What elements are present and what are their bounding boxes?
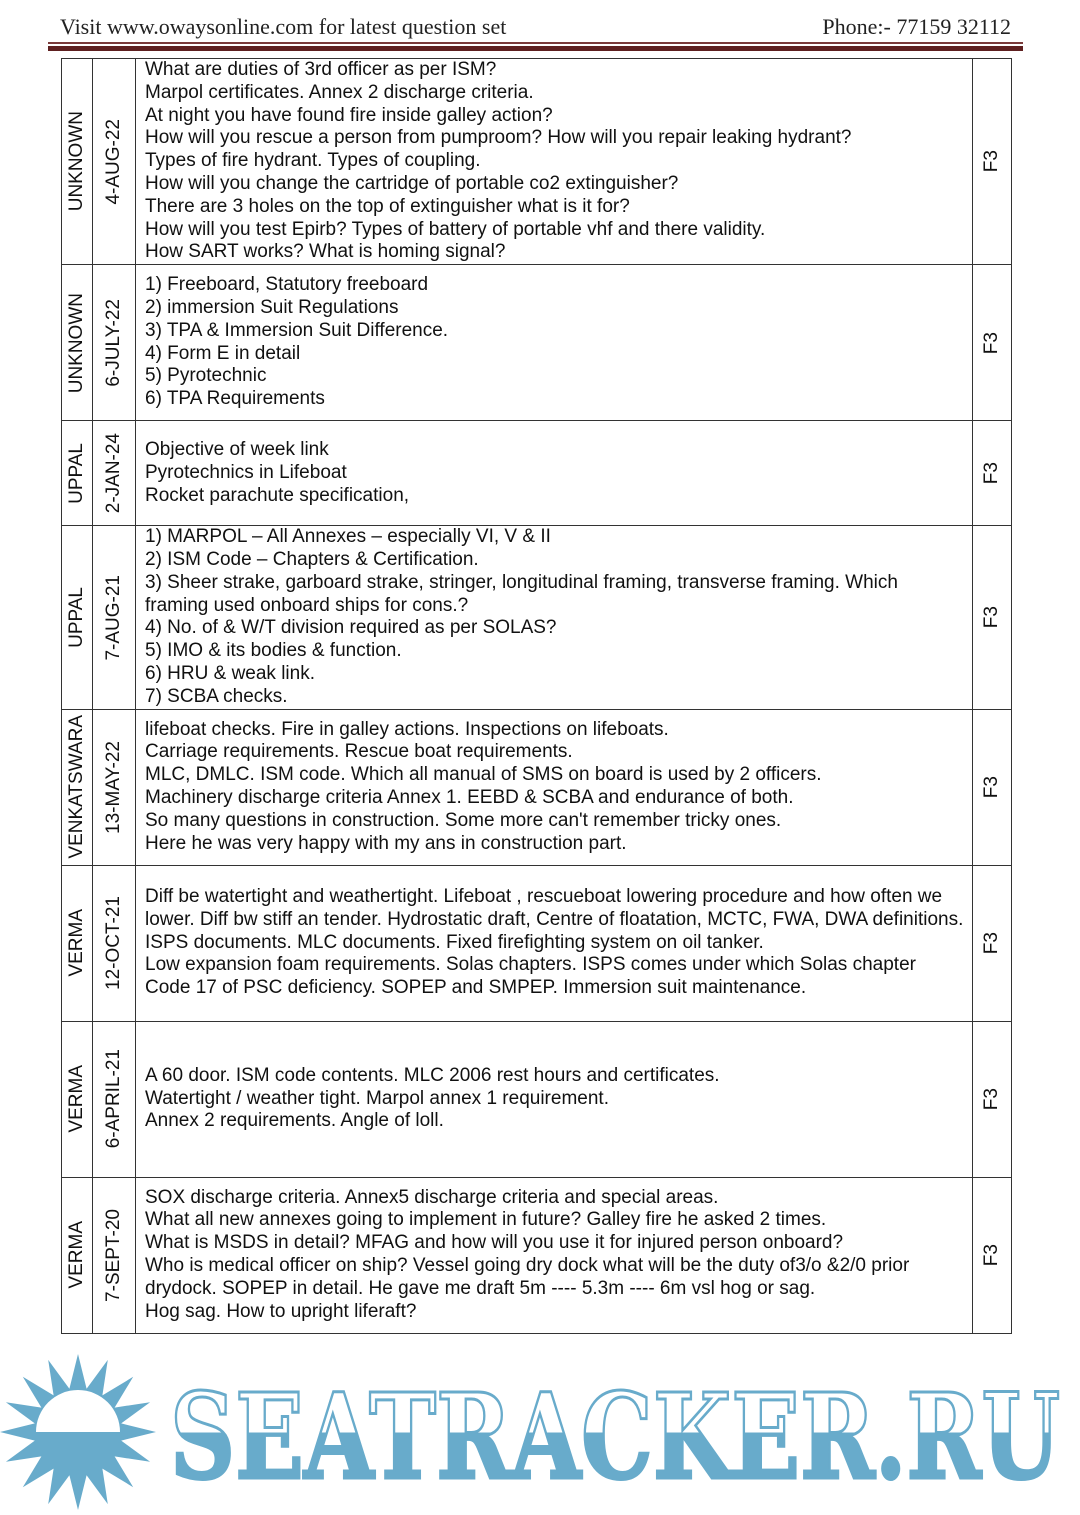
questions-cell	[136, 265, 973, 421]
question-line: 5) Pyrotechnic	[145, 365, 267, 387]
question-line: 1) Freeboard, Statutory freeboard	[145, 274, 429, 296]
exam-date-cell	[93, 59, 136, 265]
seatracker-logo	[0, 1352, 1080, 1512]
question-line: Annex 2 requirements. Angle of loll.	[145, 1110, 444, 1132]
question-line: So many questions in construction. Some more can't remember tricky ones.	[145, 809, 782, 831]
questions-cell	[136, 709, 973, 865]
function-code: F3	[981, 1243, 1002, 1267]
function-code-cell	[973, 865, 1012, 1021]
exam-date: 13-MAY-22	[103, 740, 124, 834]
examiner-name: UNKNOWN	[66, 111, 87, 212]
examiner-name: VERMA	[66, 1065, 87, 1133]
logo-text: SEATRACKER.RU	[170, 1367, 1060, 1506]
header-phone-text: Phone:- 77159 32112	[822, 14, 1011, 39]
table-row	[62, 865, 1012, 1021]
function-code-cell	[973, 709, 1012, 865]
question-line: Rocket parachute specification,	[145, 484, 410, 506]
function-code-cell	[973, 1021, 1012, 1177]
question-line: 4) No. of & W/T division required as per SOLAS?	[145, 617, 557, 639]
examiner-name-cell	[62, 526, 93, 709]
question-line: Watertight / weather tight. Marpol annex 1 requirement.	[145, 1087, 609, 1109]
questions-cell	[136, 421, 973, 526]
examiner-name: UPPAL	[66, 442, 87, 504]
table-row	[62, 421, 1012, 526]
examiner-name-cell	[62, 421, 93, 526]
questions-table-body	[62, 59, 1012, 1334]
question-line: lifeboat checks. Fire in galley actions. Inspections on lifeboats.	[145, 718, 669, 740]
table-row	[62, 526, 1012, 709]
header-divider-thin	[48, 42, 1023, 44]
table-row	[62, 709, 1012, 865]
exam-date-cell	[93, 265, 136, 421]
question-line: 1) MARPOL – All Annexes – especially VI, V & II	[145, 526, 551, 548]
exam-date: 7-AUG-21	[103, 574, 124, 661]
question-line: 6) HRU & weak link.	[145, 662, 315, 684]
question-line: 5) IMO & its bodies & function.	[145, 640, 402, 662]
question-line: Diff be watertight and weathertight. Lifeboat , rescueboat lowering procedure and how often we lower. Diff bw stiff an tender. Hydrostatic draft, Centre of floatation, MCTC, FWA, DWA definitions. ISPS documents. MLC documents. Fixed firefighting system on oil tanker.	[145, 886, 964, 953]
question-line: Here he was very happy with my ans in construction part.	[145, 832, 627, 854]
header-website-text: Visit www.owaysonline.com for latest question set	[60, 14, 507, 39]
question-line: A 60 door. ISM code contents. MLC 2006 rest hours and certificates.	[145, 1064, 720, 1086]
examiner-name: VERMA	[66, 909, 87, 977]
examiner-name-cell	[62, 709, 93, 865]
question-line: Code 17 of PSC deficiency. SOPEP and SMPEP. Immersion suit maintenance.	[145, 977, 807, 999]
table-row	[62, 1177, 1012, 1333]
function-code: F3	[981, 331, 1002, 354]
function-code: F3	[981, 606, 1002, 629]
questions-cell	[136, 865, 973, 1021]
examiner-name: UNKNOWN	[66, 292, 87, 393]
exam-date: 12-OCT-21	[103, 896, 124, 991]
question-line: Pyrotechnics in Lifeboat	[145, 461, 347, 483]
exam-date: 4-AUG-22	[103, 118, 124, 205]
question-line: Hog sag. How to upright liferaft?	[145, 1300, 417, 1322]
function-code: F3	[981, 775, 1002, 799]
questions-cell	[136, 1177, 973, 1333]
question-line: What are duties of 3rd officer as per ISM?	[145, 59, 497, 80]
examiner-name-cell	[62, 865, 93, 1021]
question-line: 4) Form E in detail	[145, 342, 301, 364]
questions-cell	[136, 59, 973, 265]
function-code: F3	[981, 1087, 1002, 1111]
question-line: Who is medical officer on ship? Vessel going dry dock what will be the duty of3/o &2/0 prior drydock. SOPEP in detail. He gave me draft 5m ---- 5.3m ---- 6m vsl hog or sag.	[145, 1255, 910, 1299]
examiner-name-cell	[62, 59, 93, 265]
examiner-name: UPPAL	[66, 586, 87, 648]
question-line: Machinery discharge criteria Annex 1. EEBD & SCBA and endurance of both.	[145, 787, 794, 809]
question-line: How will you rescue a person from pumproom? How will you repair leaking hydrant?	[145, 127, 852, 149]
function-code-cell	[973, 59, 1012, 265]
question-line: 3) Sheer strake, garboard strake, stringer, longitudinal framing, transverse framing. Which framing used onboard ships for cons.?	[145, 571, 898, 616]
exam-date-cell	[93, 526, 136, 709]
examiner-name: VERMA	[66, 1221, 87, 1289]
question-line: 6) TPA Requirements	[145, 388, 325, 410]
exam-date-cell	[93, 1177, 136, 1333]
question-line: 2) ISM Code – Chapters & Certification.	[145, 548, 479, 570]
question-line: At night you have found fire inside galley action?	[145, 104, 553, 126]
examiner-name-cell	[62, 1021, 93, 1177]
exam-date: 2-JAN-24	[103, 433, 124, 514]
header-divider-thick	[48, 46, 1023, 51]
question-line: How will you test Epirb? Types of battery of portable vhf and there validity.	[145, 218, 766, 240]
question-line: What is MSDS in detail? MFAG and how will you use it for injured person onboard?	[145, 1232, 844, 1254]
exam-date-cell	[93, 709, 136, 865]
questions-cell	[136, 1021, 973, 1177]
question-line: How SART works? What is homing signal?	[145, 241, 506, 263]
exam-date-cell	[93, 421, 136, 526]
function-code-cell	[973, 421, 1012, 526]
examiner-name-cell	[62, 1177, 93, 1333]
question-line: Types of fire hydrant. Types of coupling.	[145, 150, 481, 172]
exam-date-cell	[93, 865, 136, 1021]
examiner-name: VENKATSWARA	[66, 715, 87, 859]
question-line: There are 3 holes on the top of extinguisher what is it for?	[145, 195, 630, 217]
exam-date: 6-APRIL-21	[103, 1049, 124, 1149]
question-line: 2) immersion Suit Regulations	[145, 297, 399, 319]
table-row	[62, 1021, 1012, 1177]
question-line: MLC, DMLC. ISM code. Which all manual of SMS on board is used by 2 officers.	[145, 764, 822, 786]
function-code-cell	[973, 526, 1012, 709]
exam-date-cell	[93, 1021, 136, 1177]
examiner-name-cell	[62, 265, 93, 421]
question-line: Objective of week link	[145, 438, 329, 460]
questions-cell	[136, 526, 973, 709]
question-line: Carriage requirements. Rescue boat requirements.	[145, 741, 573, 763]
question-line: SOX discharge criteria. Annex5 discharge criteria and special areas.	[145, 1186, 719, 1208]
questions-table	[61, 58, 1012, 1334]
exam-date: 6-JULY-22	[103, 298, 124, 387]
table-row	[62, 59, 1012, 265]
function-code: F3	[981, 150, 1002, 173]
table-row	[62, 265, 1012, 421]
question-line: 3) TPA & Immersion Suit Difference.	[145, 319, 449, 341]
function-code-cell	[973, 265, 1012, 421]
sun-icon	[0, 1354, 156, 1510]
function-code-cell	[973, 1177, 1012, 1333]
exam-date: 7-SEPT-20	[103, 1208, 124, 1302]
question-line: Low expansion foam requirements. Solas chapters. ISPS comes under which Solas chapter	[145, 954, 916, 976]
question-line: 7) SCBA checks.	[145, 685, 288, 707]
function-code: F3	[981, 931, 1002, 955]
question-line: What all new annexes going to implement in future? Galley fire he asked 2 times.	[145, 1209, 827, 1231]
question-line: How will you change the cartridge of portable co2 extinguisher?	[145, 172, 679, 194]
function-code: F3	[981, 462, 1002, 485]
question-line: Marpol certificates. Annex 2 discharge criteria.	[145, 81, 534, 103]
